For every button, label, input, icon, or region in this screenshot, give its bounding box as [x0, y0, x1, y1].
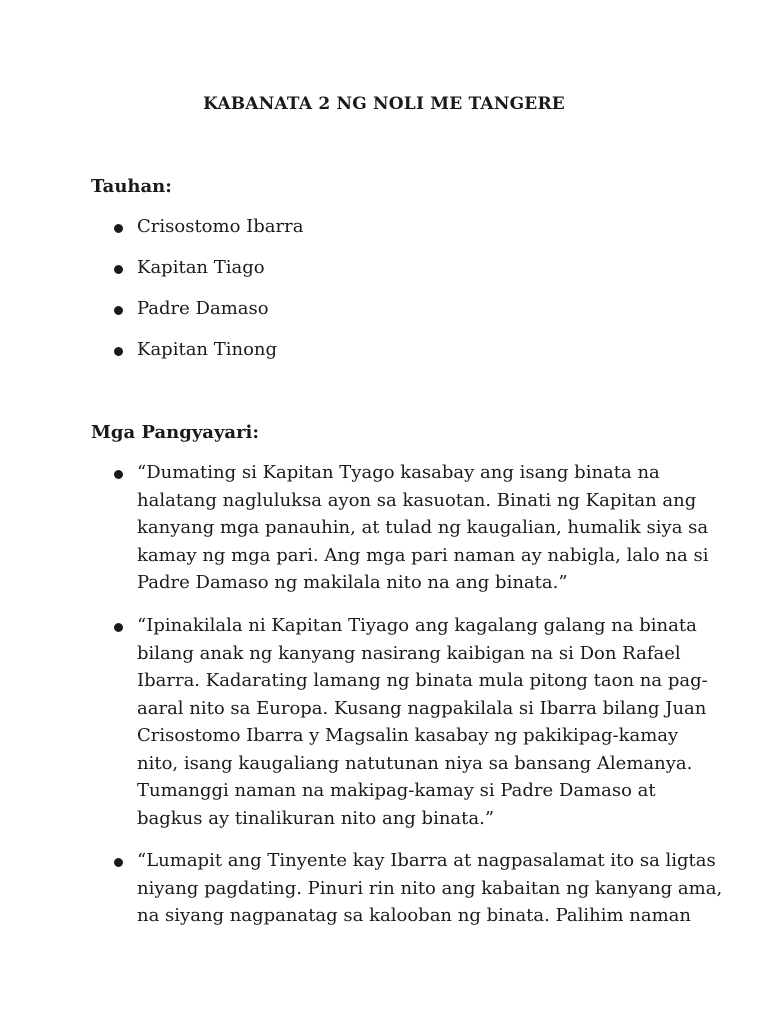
bullet-icon [114, 470, 123, 479]
event-line: bilang anak ng kanyang nasirang kaibigan na si Don Rafael [137, 642, 681, 664]
event-line: Ibarra. Kadarating lamang ng binata mula pitong taon na pag- [137, 670, 708, 691]
event-line: Tumanggi naman na makipag-kamay si Padre Damaso at [137, 780, 656, 801]
character-name: Padre Damaso [137, 298, 269, 319]
event-line: “Dumating si Kapitan Tyago kasabay ang isang binata na [137, 462, 660, 483]
event-line: “Ipinakilala ni Kapitan Tiyago ang kagalang galang na binata [137, 615, 697, 636]
event-line: Padre Damaso ng makilala nito na ang binata.” [137, 572, 568, 593]
event-line: bagkus ay tinalikuran nito ang binata.” [137, 807, 495, 829]
event-line: na siyang nagpanatag sa kalooban ng binata. Palihim naman [137, 905, 691, 926]
bullet-icon [114, 347, 123, 356]
event-line: nito, isang kaugaliang natutunan niya sa bansang Alemanya. [137, 752, 693, 774]
event-line: kanyang mga panauhin, at tulad ng kaugalian, humalik siya sa [137, 517, 709, 538]
event-paragraph [137, 847, 722, 930]
bullet-icon [114, 858, 123, 867]
tauhan-heading: Tauhan: [91, 176, 172, 197]
document-title: KABANATA 2 NG NOLI ME TANGERE [203, 94, 565, 114]
bullet-icon [114, 265, 123, 274]
event-paragraph [137, 612, 708, 832]
bullet-icon [114, 623, 123, 632]
event-line: “Lumapit ang Tinyente kay Ibarra at nagpasalamat ito sa ligtas [137, 850, 716, 871]
event-line: halatang nagluluksa ayon sa kasuotan. Binati ng Kapitan ang [137, 489, 697, 511]
event-paragraph [137, 459, 708, 597]
character-name: Crisostomo Ibarra [137, 216, 304, 237]
character-name: Kapitan Tiago [137, 257, 265, 278]
bullet-icon [114, 306, 123, 315]
event-line: aaral nito sa Europa. Kusang nagpakilala si Ibarra bilang Juan [137, 697, 707, 719]
event-line: kamay ng mga pari. Ang mga pari naman ay nabigla, lalo na si [137, 544, 709, 566]
pangyayari-heading: Mga Pangyayari: [91, 422, 260, 443]
event-line: Crisostomo Ibarra y Magsalin kasabay ng pakikipag-kamay [137, 725, 679, 746]
event-line: niyang pagdating. Pinuri rin nito ang kabaitan ng kanyang ama, [137, 877, 723, 899]
bullet-icon [114, 224, 123, 233]
character-name: Kapitan Tinong [137, 339, 278, 360]
